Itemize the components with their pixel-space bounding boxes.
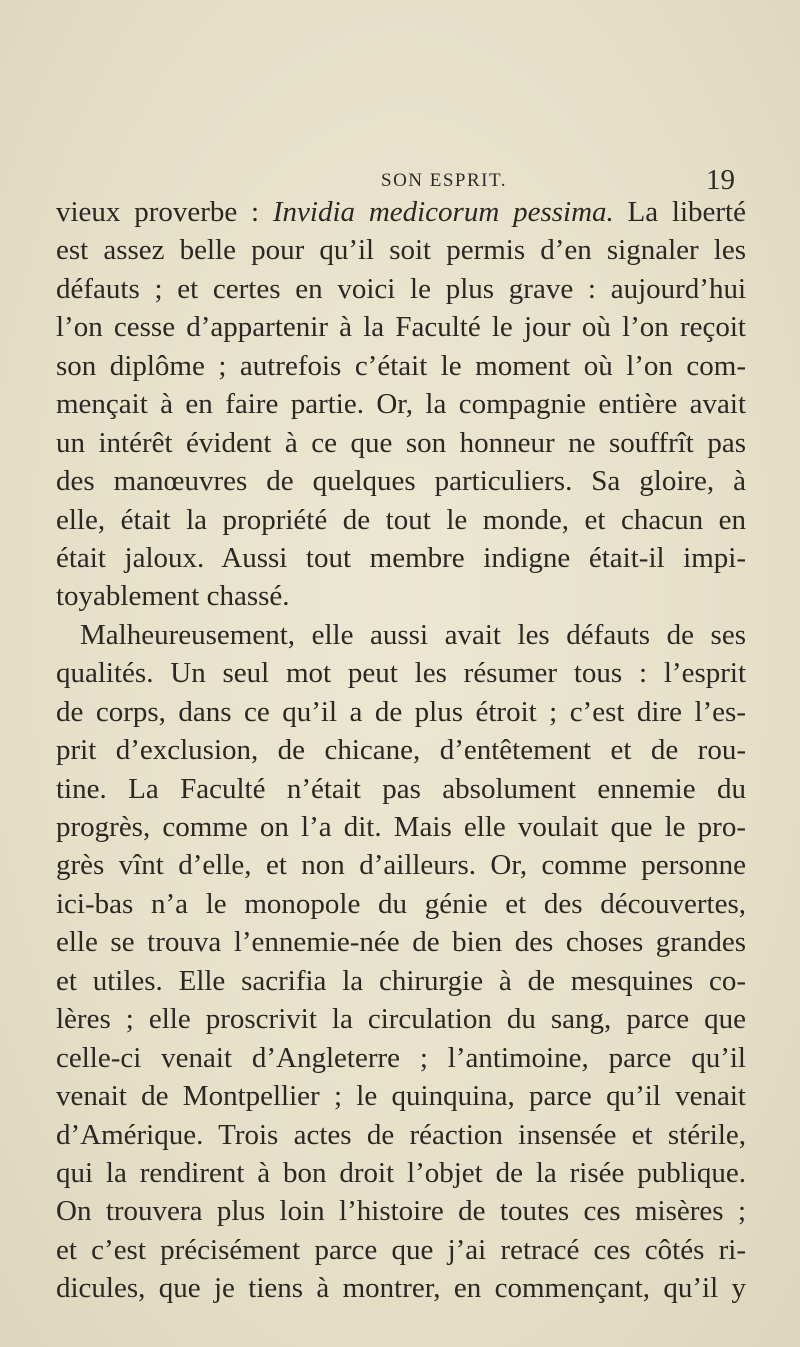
text-line: un intérêt évident à ce que son honneur ne souffrît pas (56, 426, 746, 459)
body-text (56, 193, 746, 1308)
text-line: On trouvera plus loin l’histoire de toutes ces misères ; (56, 1195, 746, 1228)
text-line (56, 193, 746, 231)
text-line: progrès, comme on l’a dit. Mais elle voulait que le pro- (56, 811, 746, 843)
text-line: elle se trouva l’ennemie-née de bien des choses grandes (56, 926, 746, 959)
text-line: des manœuvres de quelques particuliers. Sa gloire, à (56, 465, 746, 498)
text-line: tine. La Faculté n’était pas absolument ennemie du (56, 772, 746, 805)
text-line: d’Amérique. Trois actes de réaction insensée et stérile, (56, 1118, 746, 1151)
text-line: est assez belle pour qu’il soit permis d’en signaler les (56, 234, 746, 267)
page-number: 19 (706, 164, 735, 196)
text-segment: vieux proverbe : (56, 196, 273, 228)
text-line: mençait à en faire partie. Or, la compagnie entière avait (56, 388, 746, 421)
text-line: qualités. Un seul mot peut les résumer tous : l’esprit (56, 657, 746, 690)
text-segment: La liberté (613, 196, 746, 228)
paragraph (56, 616, 746, 1308)
text-line: Malheureusement, elle aussi avait les défauts de ses (80, 618, 746, 651)
latin-proverb: Invidia medicorum pessima. (272, 196, 614, 228)
text-line: l’on cesse d’appartenir à la Faculté le jour où l’on reçoit (56, 311, 746, 344)
text-line: et c’est précisément parce que j’ai retracé ces côtés ri- (56, 1233, 746, 1266)
paragraph (56, 193, 746, 616)
text-line: et utiles. Elle sacrifia la chirurgie à de mesquines co- (56, 964, 746, 997)
text-line: celle-ci venait d’Angleterre ; l’antimoine, parce qu’il (56, 1041, 746, 1074)
text-line: lères ; elle proscrivit la circulation du sang, parce que (56, 1003, 746, 1036)
text-line: dicules, que je tiens à montrer, en commençant, qu’il y (56, 1272, 746, 1305)
text-line: grès vînt d’elle, et non d’ailleurs. Or, comme personne (56, 849, 746, 882)
text-line: prit d’exclusion, de chicane, d’entêtement et de rou- (56, 734, 746, 767)
text-line: qui la rendirent à bon droit l’objet de la risée publique. (56, 1156, 746, 1189)
text-line: son diplôme ; autrefois c’était le moment où l’on com- (56, 349, 746, 382)
text-line: venait de Montpellier ; le quinquina, parce qu’il venait (56, 1080, 746, 1113)
text-line: toyablement chassé. (56, 580, 290, 613)
text-line: était jaloux. Aussi tout membre indigne était-il impi- (56, 541, 746, 574)
text-line: elle, était la propriété de tout le monde, et chacun en (56, 503, 746, 536)
text-line: ici-bas n’a le monopole du génie et des découvertes, (56, 887, 746, 920)
text-line: de corps, dans ce qu’il a de plus étroit ; c’est dire l’es- (56, 695, 746, 728)
text-line: défauts ; et certes en voici le plus grave : aujourd’hui (56, 272, 746, 305)
running-title: SON ESPRIT. (381, 170, 507, 191)
